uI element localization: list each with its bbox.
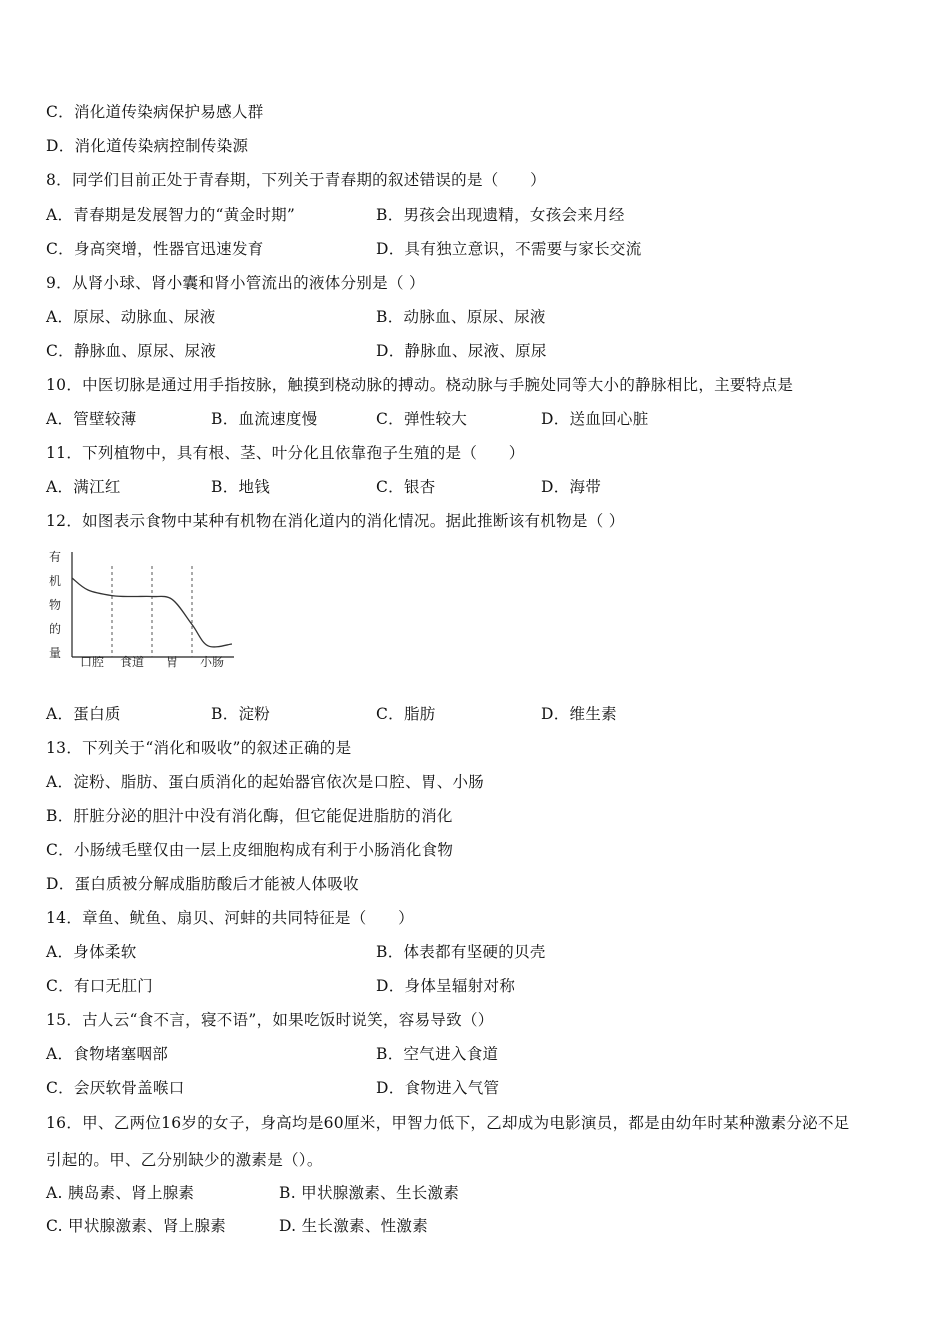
q13-stem: 13．下列关于“消化和吸收”的叙述正确的是 bbox=[46, 739, 352, 757]
q16-stem-line1: 16．甲、乙两位16岁的女子，身高均是60厘米，甲智力低下，乙却成为电影演员，都是由幼年时某种激素分泌不足 bbox=[46, 1114, 850, 1132]
q15-option-d: D．食物进入气管 bbox=[376, 1079, 500, 1097]
q12-option-b: B．淀粉 bbox=[211, 705, 271, 723]
q8-option-c: C．身高突增，性器官迅速发育 bbox=[46, 240, 264, 258]
q12-option-d: D．维生素 bbox=[541, 705, 617, 723]
q10-option-c: C．弹性较大 bbox=[376, 410, 468, 428]
q11-option-a: A．满江红 bbox=[46, 478, 121, 496]
q14-stem: 14．章鱼、鱿鱼、扇贝、河蚌的共同特征是（ ） bbox=[46, 909, 414, 927]
x-tick-label: 食道 bbox=[119, 655, 145, 669]
ylabel-char: 机 bbox=[48, 574, 62, 588]
q16-option-d: D. 生长激素、性激素 bbox=[279, 1217, 429, 1235]
q8-option-d: D．具有独立意识，不需要与家长交流 bbox=[376, 240, 642, 258]
q14-option-c: C．有口无肛门 bbox=[46, 977, 153, 995]
q12-option-a: A．蛋白质 bbox=[46, 705, 121, 723]
q16-option-b: B. 甲状腺激素、生长激素 bbox=[279, 1184, 460, 1202]
ylabel-char: 量 bbox=[48, 646, 62, 660]
q14-option-d: D．身体呈辐射对称 bbox=[376, 977, 516, 995]
q11-option-b: B．地钱 bbox=[211, 478, 271, 496]
x-tick-label: 小肠 bbox=[199, 655, 225, 669]
q9-option-d: D．静脉血、尿液、原尿 bbox=[376, 342, 547, 360]
q11-option-c: C．银杏 bbox=[376, 478, 436, 496]
q10-option-b: B．血流速度慢 bbox=[211, 410, 318, 428]
q11-stem: 11．下列植物中，具有根、茎、叶分化且依靠孢子生殖的是（ ） bbox=[46, 444, 525, 462]
x-tick-label: 胃 bbox=[165, 655, 179, 669]
q12-option-c: C．脂肪 bbox=[376, 705, 436, 723]
q15-option-a: A．食物堵塞咽部 bbox=[46, 1045, 169, 1063]
q10-option-d: D．送血回心脏 bbox=[541, 410, 649, 428]
q7-option-d: D．消化道传染病控制传染源 bbox=[46, 137, 249, 155]
q15-option-c: C．会厌软骨盖喉口 bbox=[46, 1079, 185, 1097]
chart-dividers bbox=[112, 566, 192, 657]
chart-ylabel bbox=[49, 550, 61, 660]
q12-stem: 12．如图表示食物中某种有机物在消化道内的消化情况。据此推断该有机物是（ ） bbox=[46, 512, 625, 530]
q10-stem: 10．中医切脉是通过用手指按脉，触摸到桡动脉的搏动。桡动脉与手腕处同等大小的静脉相比，主要特点是 bbox=[46, 376, 794, 394]
digestion-chart bbox=[44, 544, 244, 674]
q9-option-b: B．动脉血、原尿、尿液 bbox=[376, 308, 546, 326]
q9-stem: 9．从肾小球、肾小囊和肾小管流出的液体分别是（ ） bbox=[46, 274, 425, 292]
q16-option-c: C. 甲状腺激素、肾上腺素 bbox=[46, 1217, 227, 1235]
q7-option-c: C．消化道传染病保护易感人群 bbox=[46, 103, 264, 121]
q15-option-b: B．空气进入食道 bbox=[376, 1045, 499, 1063]
q16-stem-line2: 引起的。甲、乙分别缺少的激素是（）。 bbox=[46, 1151, 323, 1169]
q13-option-a: A．淀粉、脂肪、蛋白质消化的起始器官依次是口腔、胃、小肠 bbox=[46, 773, 485, 791]
ylabel-char: 有 bbox=[48, 550, 62, 564]
q8-option-b: B．男孩会出现遗精，女孩会来月经 bbox=[376, 206, 625, 224]
chart-series-line bbox=[72, 578, 232, 647]
ylabel-char: 物 bbox=[48, 598, 62, 612]
q8-option-a: A．青春期是发展智力的“黄金时期” bbox=[46, 206, 296, 224]
q14-option-b: B．体表都有坚硬的贝壳 bbox=[376, 943, 546, 961]
q9-option-a: A．原尿、动脉血、尿液 bbox=[46, 308, 216, 326]
ylabel-char: 的 bbox=[48, 622, 62, 636]
q16-option-a: A. 胰岛素、肾上腺素 bbox=[46, 1184, 195, 1202]
q13-option-b: B．肝脏分泌的胆汁中没有消化酶，但它能促进脂肪的消化 bbox=[46, 807, 453, 825]
q10-option-a: A．管壁较薄 bbox=[46, 410, 137, 428]
q9-option-c: C．静脉血、原尿、尿液 bbox=[46, 342, 217, 360]
x-tick-label: 口腔 bbox=[79, 655, 105, 669]
q13-option-c: C．小肠绒毛壁仅由一层上皮细胞构成有利于小肠消化食物 bbox=[46, 841, 454, 859]
q15-stem: 15．古人云“食不言，寝不语”，如果吃饭时说笑，容易导致（） bbox=[46, 1011, 494, 1029]
q13-option-d: D．蛋白质被分解成脂肪酸后才能被人体吸收 bbox=[46, 875, 359, 893]
q14-option-a: A．身体柔软 bbox=[46, 943, 137, 961]
q11-option-d: D．海带 bbox=[541, 478, 602, 496]
q8-stem: 8．同学们目前正处于青春期，下列关于青春期的叙述错误的是（ ） bbox=[46, 171, 546, 189]
